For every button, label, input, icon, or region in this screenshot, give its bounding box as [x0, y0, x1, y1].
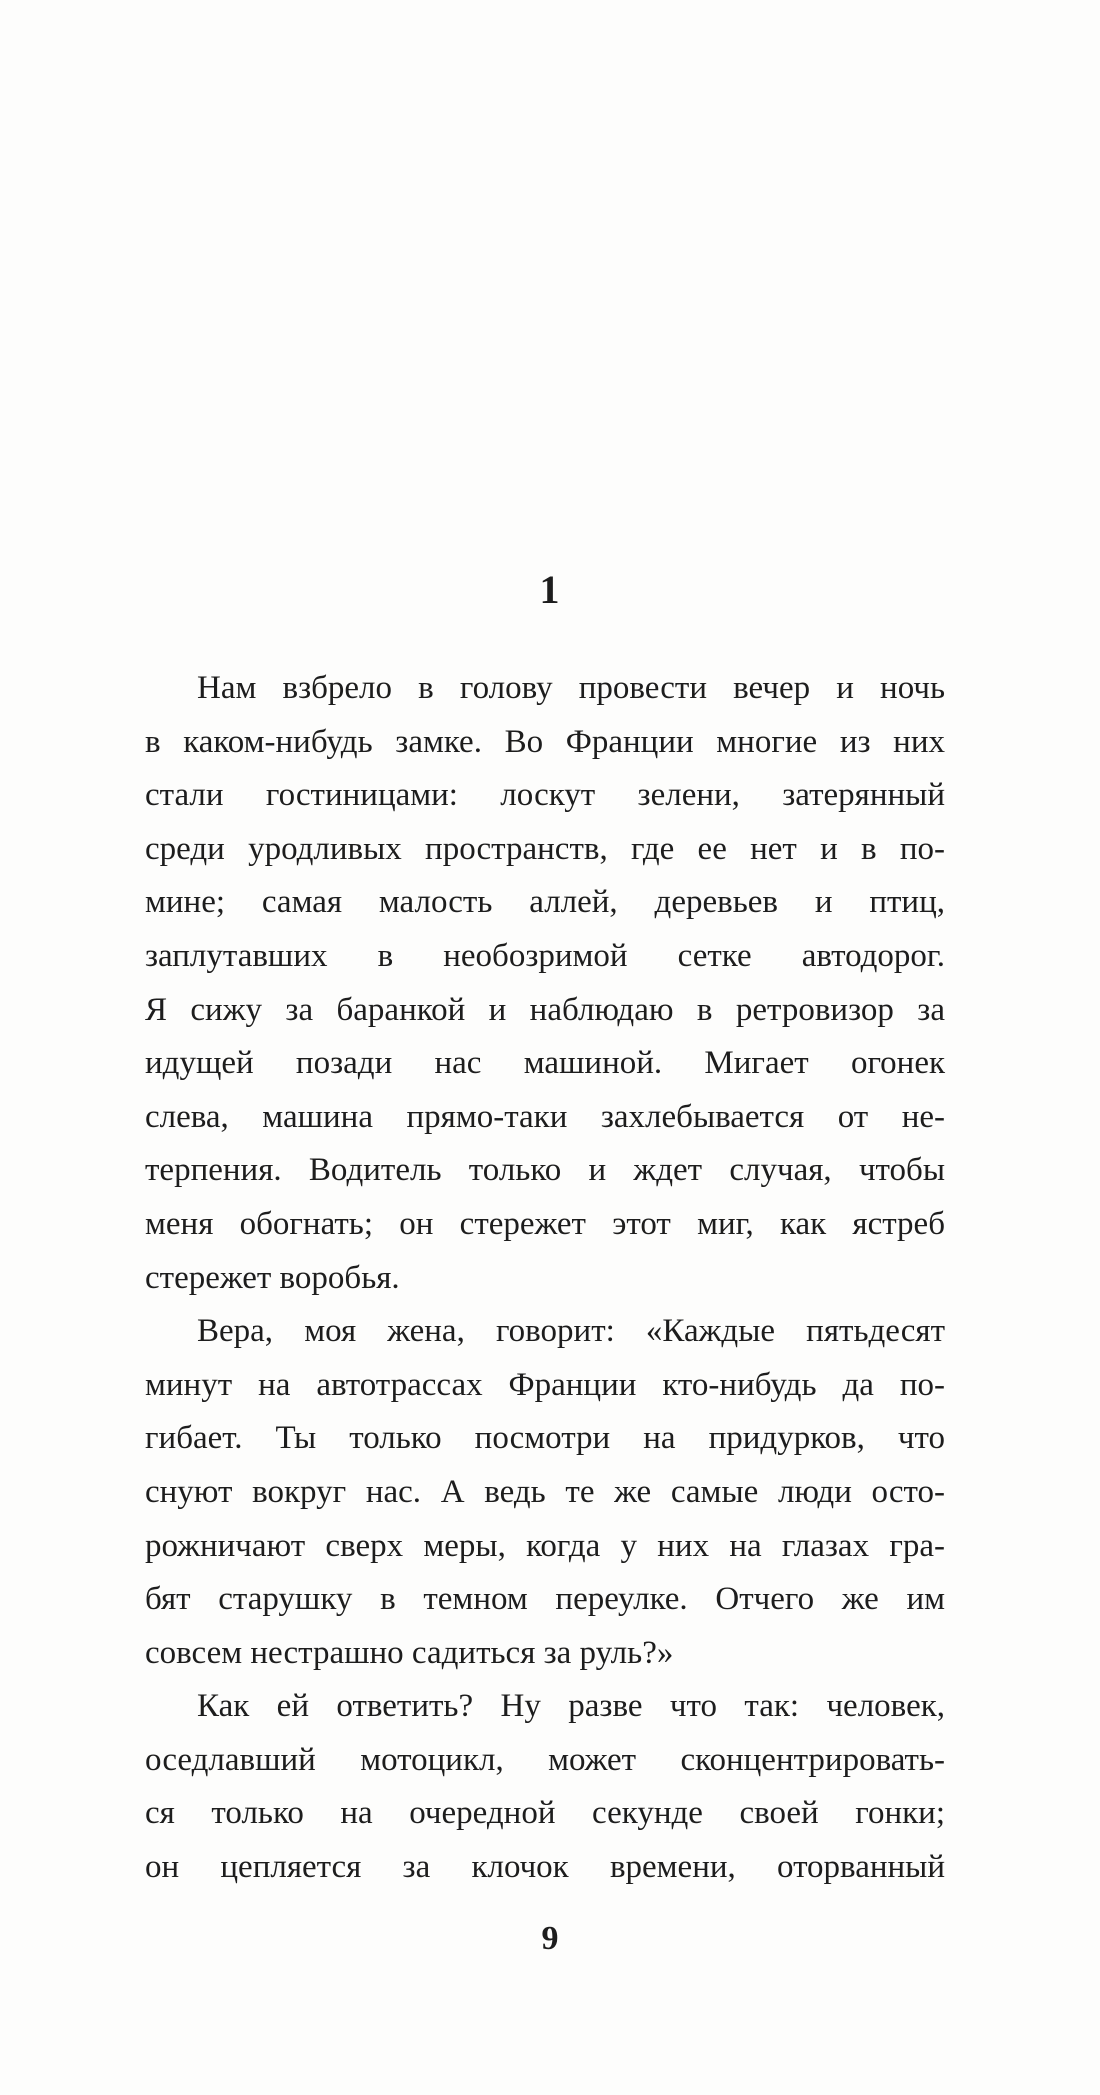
text-line: Нам взбрело в голову провести вечер и ночь — [197, 670, 945, 706]
text-line: ся только на очередной секунде своей гонки; — [145, 1795, 945, 1832]
text-line: оседлавший мотоцикл, может сконцентрировать- — [145, 1741, 945, 1778]
paragraph — [145, 662, 945, 1305]
text-line: Вера, моя жена, говорит: «Каждые пятьдесят — [197, 1313, 945, 1350]
text-line: слева, машина прямо-таки захлебывается от не- — [145, 1098, 945, 1135]
text-line: мине; самая малость аллей, деревьев и птиц, — [145, 884, 945, 921]
text-line: снуют вокруг нас. А ведь те же самые люди осто- — [145, 1473, 945, 1510]
text-line: Как ей ответить? Ну разве что так: человек, — [197, 1688, 945, 1725]
text-line: стережет воробья. — [145, 1259, 400, 1296]
text-line: бят старушку в темном переулке. Отчего же им — [145, 1581, 945, 1618]
paragraph — [145, 1680, 945, 1894]
page-number: 9 — [541, 1920, 559, 1957]
text-line: Я сижу за баранкой и наблюдаю в ретровизор за — [145, 991, 945, 1028]
text-line: в каком-нибудь замке. Во Франции многие из них — [145, 723, 945, 760]
chapter-heading: 1 — [539, 567, 561, 612]
text-line: минут на автотрассах Франции кто-нибудь да по- — [145, 1366, 945, 1403]
paragraph — [145, 1305, 945, 1680]
text-line: идущей позади нас машиной. Мигает огонек — [145, 1045, 945, 1082]
text-line: совсем нестрашно садиться за руль?» — [145, 1634, 674, 1671]
text-line: заплутавших в необозримой сетке автодорог. — [145, 937, 945, 974]
text-line: рожничают сверх меры, когда у них на глазах гра- — [145, 1527, 945, 1564]
text-line: меня обогнать; он стережет этот миг, как ястреб — [145, 1205, 945, 1242]
text-line: стали гостиницами: лоскут зелени, затерянный — [145, 777, 945, 814]
text-line: гибает. Ты только посмотри на придурков, что — [145, 1420, 945, 1457]
body-text — [145, 662, 945, 1895]
text-line: среди уродливых пространств, где ее нет и в по- — [145, 830, 945, 867]
text-line: терпения. Водитель только и ждет случая, чтобы — [145, 1152, 945, 1189]
text-line: он цепляется за клочок времени, оторванный — [145, 1849, 945, 1886]
